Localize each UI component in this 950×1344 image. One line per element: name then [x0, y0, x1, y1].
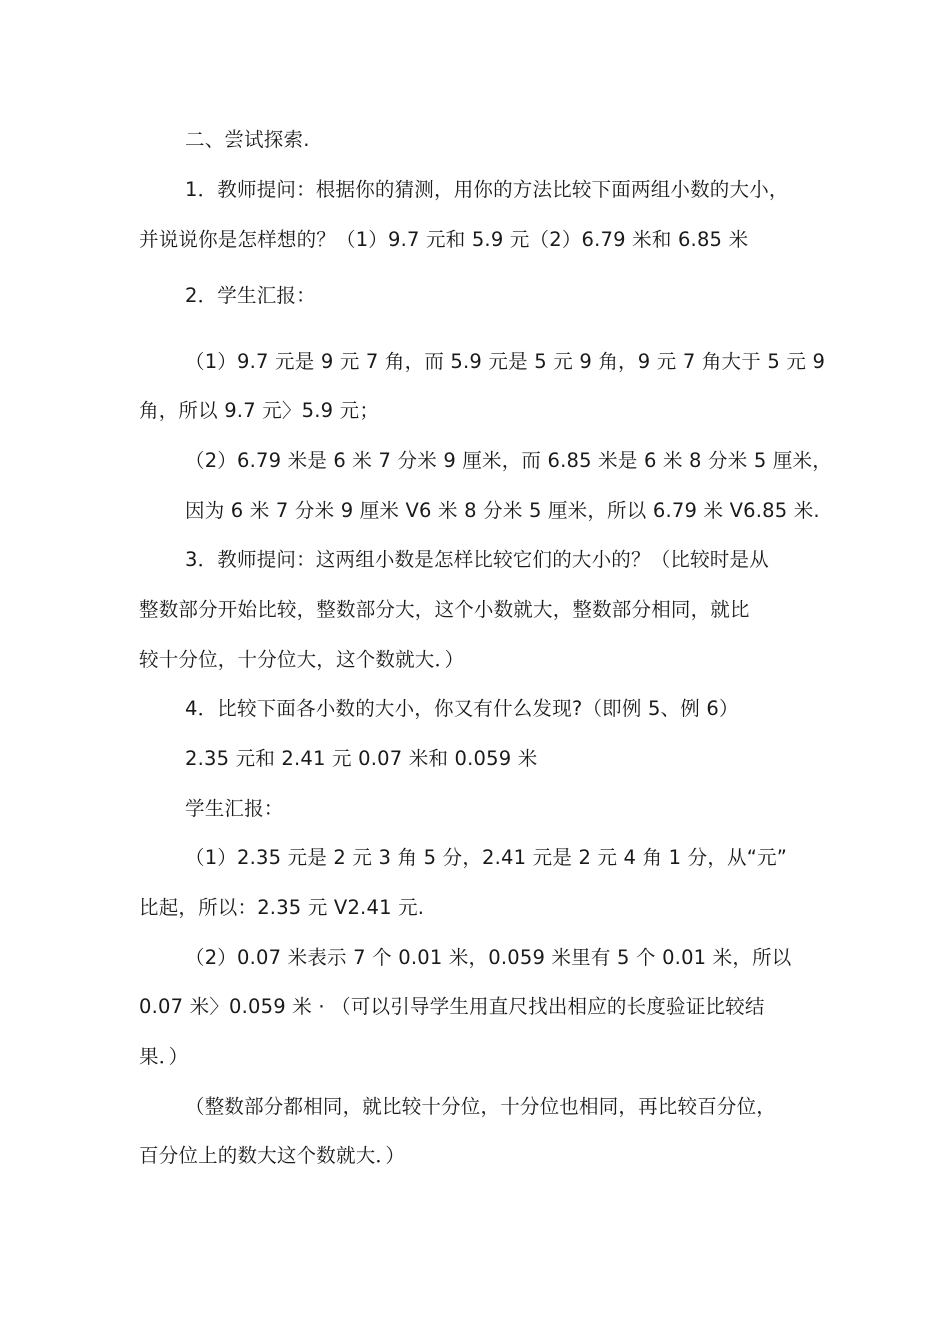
- paragraph-line: （1）2.35 元是 2 元 3 角 5 分，2.41 元是 2 元 4 角 1 分，从“元”: [185, 846, 788, 869]
- paragraph-line: 2.35 元和 2.41 元 0.07 米和 0.059 米: [185, 747, 538, 770]
- paragraph-line: 0.07 米〉0.059 米 · （可以引导学生用直尺找出相应的长度验证比较结: [139, 995, 765, 1018]
- section-heading: 二、尝试探索.: [185, 128, 310, 151]
- paragraph-line: 2．学生汇报：: [185, 284, 316, 307]
- paragraph-line: 学生汇报：: [185, 797, 284, 820]
- paragraph-line: 整数部分开始比较，整数部分大，这个小数就大，整数部分相同，就比: [139, 598, 750, 621]
- paragraph-line: （2）6.79 米是 6 米 7 分米 9 厘米，而 6.85 米是 6 米 8 分米 5 厘米，: [185, 449, 832, 472]
- paragraph-line: （整数部分都相同，就比较十分位，十分位也相同，再比较百分位，: [185, 1095, 777, 1118]
- paragraph-line: 角，所以 9.7 元〉5.9 元；: [139, 399, 380, 422]
- paragraph-line: （2）0.07 米表示 7 个 0.01 米，0.059 米里有 5 个 0.01 米，所以: [185, 946, 792, 969]
- paragraph-line: 4．比较下面各小数的大小，你又有什么发现?（即例 5、例 6）: [185, 697, 739, 720]
- paragraph-line: 3．教师提问：这两组小数是怎样比较它们的大小的？（比较时是从: [185, 548, 769, 571]
- paragraph-line: 1．教师提问：根据你的猜测，用你的方法比较下面两组小数的大小，: [185, 178, 789, 201]
- paragraph-line: 较十分位，十分位大，这个数就大．）: [139, 648, 465, 671]
- paragraph-line: （1）9.7 元是 9 元 7 角，而 5.9 元是 5 元 9 角，9 元 7 角大于 5 元 9: [185, 350, 826, 373]
- paragraph-line: 百分位上的数大这个数就大．）: [139, 1144, 406, 1167]
- paragraph-line: 比起，所以：2.35 元 V2.41 元.: [139, 896, 425, 919]
- paragraph-line: 并说说你是怎样想的？（1）9.7 元和 5.9 元（2）6.79 米和 6.85 米: [139, 228, 749, 251]
- paragraph-line: 果．）: [139, 1045, 189, 1068]
- paragraph-line: 因为 6 米 7 分米 9 厘米 V6 米 8 分米 5 厘米，所以 6.79 米 V6.85 米.: [185, 499, 820, 522]
